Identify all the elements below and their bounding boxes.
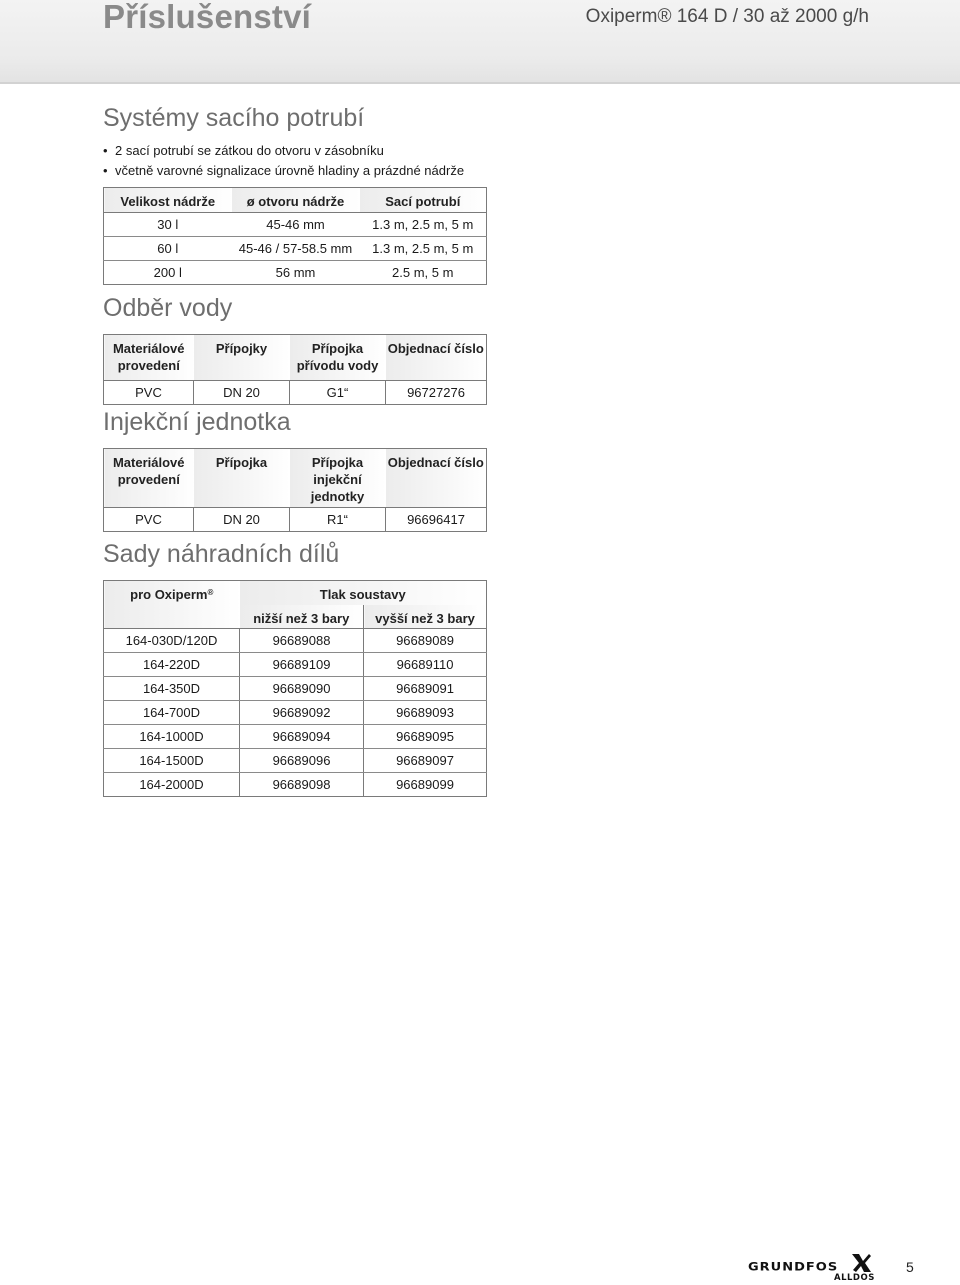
table-cell: 164-030D/120D — [104, 629, 240, 653]
table-cell: 96696417 — [407, 512, 465, 527]
section-heading-suction: Systémy sacího potrubí — [103, 104, 365, 132]
table-row — [104, 508, 487, 532]
table-row — [104, 237, 487, 261]
logo-subtext: ALLDOS — [834, 1273, 875, 1283]
spares-table — [103, 580, 487, 797]
column-header: ø otvoru nádrže — [232, 188, 360, 213]
table-cell: 45-46 / 57-58.5 mm — [232, 237, 360, 261]
logo-wordmark: GRUNDFOS — [748, 1261, 839, 1274]
section-heading-spares: Sady náhradních dílů — [103, 540, 340, 568]
registered-mark: ® — [207, 588, 214, 597]
table-cell: 96689098 — [240, 773, 364, 797]
table-row — [104, 261, 487, 285]
table-cell: DN 20 — [194, 381, 290, 405]
table-cell: 96689099 — [396, 777, 454, 792]
table-cell: 200 l — [153, 265, 182, 280]
page-number: 5 — [906, 1259, 914, 1275]
table-cell: 1.3 m, 2.5 m, 5 m — [360, 237, 487, 261]
table-cell: DN 20 — [194, 508, 290, 532]
table-row — [104, 629, 487, 653]
grundfos-logo — [748, 1251, 875, 1285]
water-table — [103, 334, 487, 405]
table-cell: 96689110 — [364, 653, 487, 677]
table-cell: G1“ — [290, 381, 386, 405]
section-heading-injection: Injekční jednotka — [103, 408, 291, 436]
suction-table — [103, 187, 487, 285]
table-cell: 96689090 — [240, 677, 364, 701]
table-cell: 164-1000D — [104, 725, 240, 749]
table-cell: 96689095 — [364, 725, 487, 749]
column-header: Objednací číslo — [386, 449, 487, 508]
table-cell: R1“ — [290, 508, 386, 532]
table-cell: 96727276 — [407, 385, 465, 400]
table-cell: 164-220D — [104, 653, 240, 677]
grundfos-x-icon — [850, 1253, 872, 1273]
table-cell: 96689089 — [364, 629, 487, 653]
bullet-item: • 2 sací potrubí se zátkou do otvoru v zásobníku — [103, 141, 464, 161]
bullet-item: • včetně varovné signalizace úrovně hladiny a prázdné nádrže — [103, 161, 464, 181]
column-header-model — [104, 581, 240, 629]
table-row — [104, 213, 487, 237]
table-cell: 2.5 m, 5 m — [392, 265, 454, 280]
header-band — [0, 0, 960, 84]
table-cell: 164-350D — [104, 677, 240, 701]
table-cell: 56 mm — [275, 265, 316, 280]
column-header: Sací potrubí — [360, 188, 487, 213]
table-cell: 164-2000D — [104, 773, 240, 797]
table-cell: 1.3 m, 2.5 m, 5 m — [360, 213, 487, 237]
table-cell: 30 l — [104, 213, 232, 237]
table-row — [104, 701, 487, 725]
table-cell: 164-1500D — [104, 749, 240, 773]
table-row — [104, 749, 487, 773]
table-cell: 96689109 — [240, 653, 364, 677]
column-header: Přípojky — [194, 335, 290, 381]
table-cell: 96689088 — [240, 629, 364, 653]
table-row — [104, 653, 487, 677]
section-heading-water: Odběr vody — [103, 294, 233, 322]
table-cell: PVC — [104, 508, 194, 532]
table-row — [104, 677, 487, 701]
table-cell: 96689092 — [240, 701, 364, 725]
column-header: Přípojka — [194, 449, 290, 508]
injection-table — [103, 448, 487, 532]
column-header: Materiálové provedení — [104, 449, 194, 508]
table-cell: 45-46 mm — [232, 213, 360, 237]
column-header: Přípojka injekční jednotky — [290, 449, 386, 508]
model-label: pro Oxiperm — [130, 587, 208, 602]
column-header: Objednací číslo — [386, 335, 487, 381]
table-cell: 164-700D — [104, 701, 240, 725]
table-cell: 96689096 — [240, 749, 364, 773]
table-row — [104, 773, 487, 797]
column-header-pressure: Tlak soustavy — [240, 581, 487, 605]
column-header-low: nižší než 3 bary — [240, 605, 364, 629]
table-cell: 96689093 — [364, 701, 487, 725]
page-title: Příslušenství — [103, 0, 312, 35]
table-cell: 60 l — [104, 237, 232, 261]
column-header: Materiálové provedení — [104, 335, 194, 381]
table-row — [104, 725, 487, 749]
suction-bullets — [103, 141, 464, 181]
table-cell: 96689094 — [240, 725, 364, 749]
table-row — [104, 381, 487, 405]
column-header: Velikost nádrže — [104, 188, 232, 213]
column-header-high: vyšší než 3 bary — [364, 605, 487, 629]
table-cell: 96689097 — [364, 749, 487, 773]
column-header: Přípojka přívodu vody — [290, 335, 386, 381]
product-title: Oxiperm® 164 D / 30 až 2000 g/h — [585, 6, 869, 27]
table-cell: PVC — [104, 381, 194, 405]
table-cell: 96689091 — [364, 677, 487, 701]
